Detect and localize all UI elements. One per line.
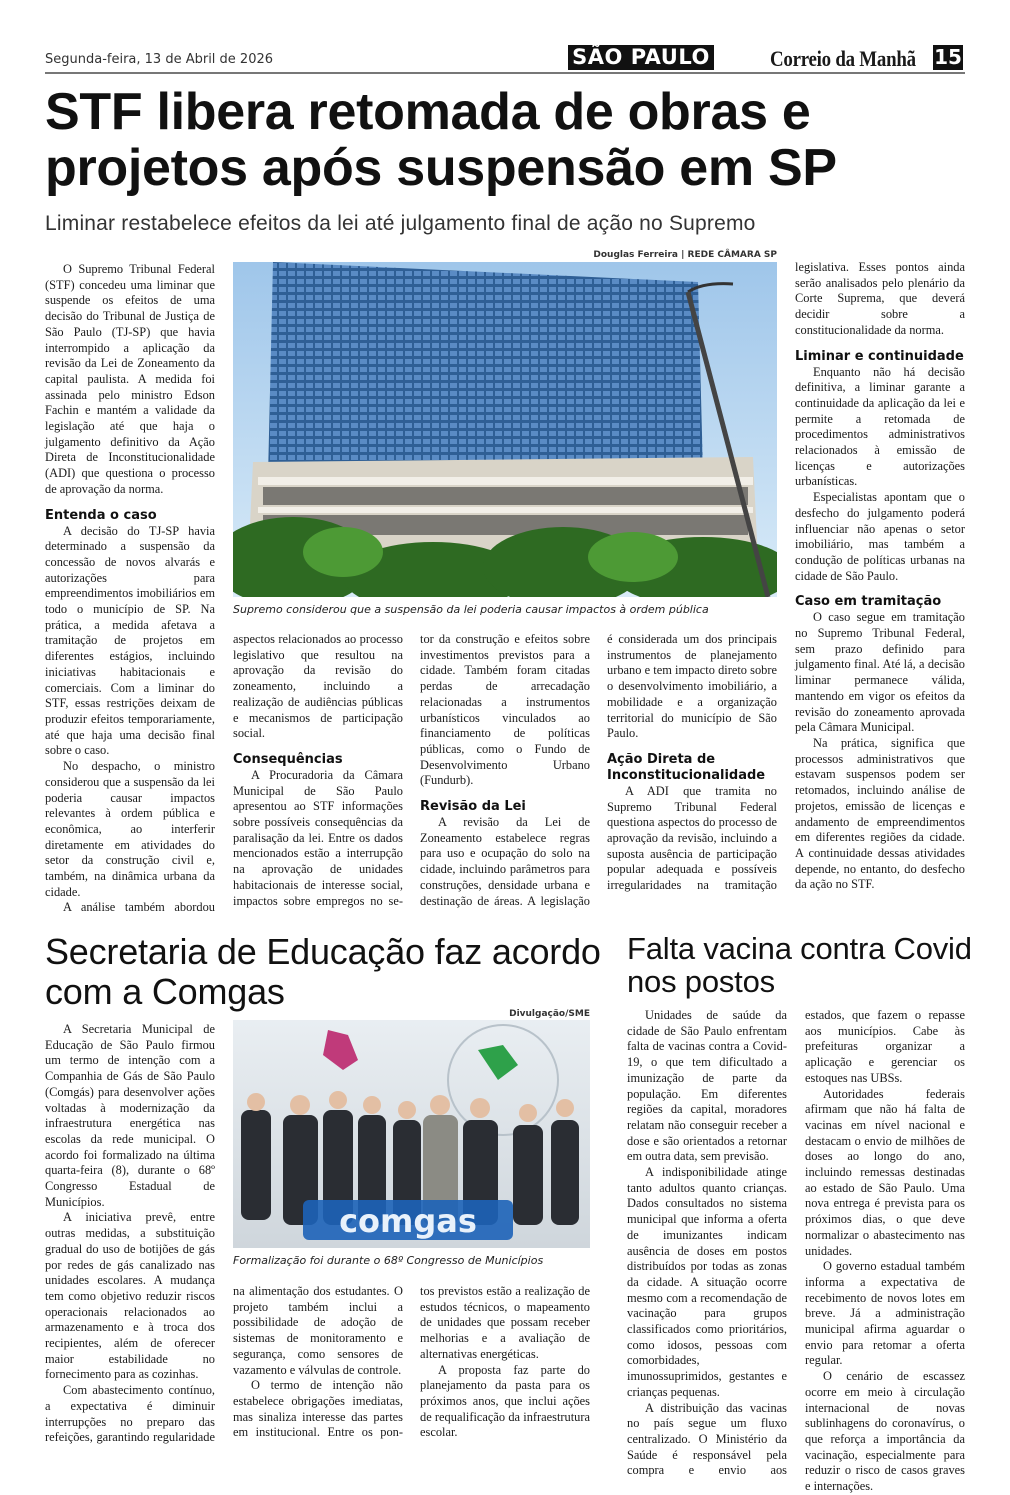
paragraph: A distribuição das vacinas no país segue um fluxo centralizado. O Ministério da Saúde é responsável pela compra e envio aos [627,1400,787,1478]
paragraph: A iniciativa prevê, entre outras medidas, a substituição gradual do uso de botijões de gás por redes de gás canalizado nas unidades escolares. A mudança tem como objetivo reduzir riscos operacionais relacionados ao armazenamento e à troca dos recipientes, além de oferecer maior estabilidade no fornecimento para as cozinhas. [45,1210,215,1382]
article1-headline: STF libera retomada de obras e projetos após suspensão em SP [45,83,837,197]
paragraph: Autoridades federais afirmam que não há falta de vacinas em nível nacional e destacam o envio de milhões de doses ao longo do ano, incluindo remessas destinadas ao estado de São Paulo. Uma nova entrega é prevista para os próximos dias, o que deve normalizar o abastecimento nas unidades. [805,1086,965,1258]
article3-headline: Falta vacina contra Covid nos postos [627,931,972,999]
paragraph: Especialistas apontam que o desfecho do julgamento poderá influenciar não apenas o setor imobiliário, mas também a condução de políticas urbanas na cidade de São Paulo. [795,490,965,583]
subheading: Liminar e continuidade [795,348,964,364]
photo-credit: Divulgação/SME [509,1009,590,1019]
paragraph: tos previstos estão a realização de estudos técnicos, o mapeamento de unidades que possam receber melhorias e a avaliação de alternativas energéticas. [420,1284,590,1361]
paragraph: No despacho, o ministro considerou que a suspensão da lei poderia causar impactos relevantes à ordem pública e econômica, ao interferir diretamente em atividades do setor da construção civil e, também, na dinâmica urbana da cidade. [45,759,215,899]
paragraph: A proposta faz parte do planejamento da pasta para os próximos anos, que inclui ações de requalificação da infraestrutura escolar. [420,1362,590,1440]
photo-caption: Supremo considerou que a suspensão da lei poderia causar impactos à ordem pública [233,603,709,616]
comgas-event-photo [233,1020,590,1248]
paragraph: Enquanto não há decisão definitiva, a liminar garante a continuidade da aplicação da lei e permite a retomada de procedimentos administrativos relacionados à emissão de licenças e autorizações urbanísticas. [795,364,965,489]
building-photo [233,262,777,597]
paragraph: O caso segue em tramitação no Supremo Tribunal Federal, sem prazo definido para julgamento final. Até lá, a decisão liminar permanece válida, mantendo em vigor os efeitos da revisão do zoneamento aprovada pela Câmara Municipal. [795,610,965,735]
paragraph: A análise também abordou [63,900,215,915]
article2-column-1 [45,1022,215,1446]
photo-caption: Formalização foi durante o 68º Congresso de Municípios [233,1254,544,1267]
paragraph: estados, que fazem o repasse aos municípios. Cabe às prefeituras organizar a aplicação e gerenciar os estoques nas UBSs. [805,1008,965,1085]
article1-column-1 [45,262,215,916]
paragraph: é considerada um dos principais instrumentos de planejamento urbano e tem impacto direto sobre o desenvolvimento imobiliário, a mobilidade e a organização territorial do município de São Paulo. [607,632,777,741]
paragraph: tor da construção e efeitos sobre investimentos previstos para a cidade. Também foram citadas perdas de arrecadação relacionadas a instrumentos urbanísticos vinculados ao financiamento de políticas públicas, como o Fundo de Desenvolvimento Urbano (Fundurb). [420,632,590,788]
paragraph: aspectos relacionados ao processo legislativo que resultou na aprovação da revisão do zoneamento, incluindo a realização de audiências públicas e mecanismos de participação social. [233,632,403,741]
paragraph: O cenário de escassez ocorre em meio à circulação internacional de novas sublinhagens do coronavírus, o que reforça a importância da vacinação, especialmente para reduzir o risco de casos graves e internações. [805,1369,965,1494]
paragraph: A indisponibilidade atinge tanto adultos quanto crianças. Dados consultados no sistema municipal que informa a oferta de imunizantes indicam ausência de doses em postos distribuídos por todas as zonas da cidade. A situação ocorre mesmo com a recomendação de vacinação para grupos classificados como prioritários, como idosos, pessoas com comorbidades, imunossuprimidos, gestantes e crianças pequenas. [627,1165,787,1399]
paragraph: na alimentação dos estudantes. O projeto também inclui a possibilidade de adoção de sistemas de monitoramento e segurança, como sensores de vazamento e válvulas de controle. [233,1284,403,1377]
subheading: Consequências [233,751,343,767]
subheading: Caso em tramitação [795,594,942,610]
paragraph: A Secretaria Municipal de Educação de São Paulo firmou um termo de intenção com a Companhia de Gás de São Paulo (Comgás) para desenvolver ações voltadas à modernização da infraestrutura energética nas escolas da rede municipal. O acordo foi formalizado na última quarta-feira (8), durante o 68º Congresso Estadual de Municípios. [45,1022,215,1209]
paragraph: O governo estadual também informa a expectativa de recebimento de novos lotes em breve. Já a administração municipal afirma aguardar o envio para retomar a oferta regular. [805,1259,965,1368]
subheading: Entenda o caso [45,507,157,523]
article1-column-3 [420,632,590,909]
subheading: Ação Direta de Inconstitucionalidade [607,751,766,783]
article3-column-1 [627,1008,787,1479]
article2-column-3 [420,1284,590,1441]
paragraph: Unidades de saúde da cidade de São Paulo enfrentam falta de vacinas contra a Covid-19, o que tem dificultado a imunização de parte da população. Em diferentes regiões da capital, moradores relatam não conseguir receber a dose e são orientados a retornar em outra data, sem previsão. [627,1008,787,1164]
paragraph: Com abastecimento contínuo, a expectativa é diminuir interrupções no preparo das refeições, garantindo regularidade [45,1383,215,1445]
article2-column-2 [233,1284,403,1441]
paragraph: A ADI que tramita no Supremo Tribunal Federal questiona aspectos do processo de aprovação da revisão, incluindo a suposta ausência de participação popular adequada e possíveis irregularidades na tramitação [607,783,777,893]
issue-date: Segunda-feira, 13 de Abril de 2026 [45,52,274,67]
paragraph: Na prática, significa que processos administrativos que estavam suspensos podem ser retomados, incluindo análise de projetos, emissão de licenças e andamento de empreendimentos em diferentes regiões da cidade. A continuidade dessas atividades depende, no entanto, do desfecho da ação no STF. [795,735,965,892]
article1-column-5 [795,260,965,893]
photo-credit: Douglas Ferreira | REDE CÂMARA SP [593,250,777,260]
newspaper-name: Correio da Manhã [770,46,916,71]
paragraph: legislativa. Esses pontos ainda serão analisados pelo plenário da Corte Suprema, que deverá decidir sobre a constitucionalidade da norma. [795,260,965,337]
article1-column-2 [233,632,403,909]
section-label: SÃO PAULO [568,45,714,70]
paragraph: A Procuradoria da Câmara Municipal de São Paulo apresentou ao STF informações sobre possíveis consequências da paralisação da lei. Entre os dados mencionados estão a interrupção na aprovação de unidades habitacionais de interesse social, impactos sobre empregos no se- [233,767,403,908]
page-number: 15 [934,45,962,69]
paragraph: O Supremo Tribunal Federal (STF) concedeu uma liminar que suspende os efeitos de uma decisão do Tribunal de Justiça de São Paulo (TJ-SP) que havia interrompido a aplicação da revisão da Lei de Zoneamento da capital paulista. A medida foi assinada pelo ministro Edson Fachin e mantém a validade da legislação até que haja o julgamento definitivo da Ação Direta de Inconstitucionalidade (ADI) que questiona o processo de aprovação da norma. [45,262,215,496]
header-rule [45,72,965,74]
comgas-logo: comgas [339,1202,477,1240]
article3-column-2 [805,1008,965,1495]
paragraph: A revisão da Lei de Zoneamento estabelece regras para uso e ocupação do solo na cidade, incluindo parâmetros para construções, densidade urbana e destinação de áreas. A legislação [420,815,590,908]
paragraph: A decisão do TJ-SP havia determinado a suspensão da concessão de novos alvarás e autorizações para empreendimentos imobiliários em todo o município de SP. Na prática, a medida afetava a tramitação de projetos em diferentes estágios, incluindo iniciativas habitacionais e comerciais. Com a liminar do STF, essas restrições deixam de produzir efeitos temporariamente, até que haja uma decisão final sobre o caso. [45,523,215,758]
article1-subtitle: Liminar restabelece efeitos da lei até julgamento final de ação no Supremo [45,212,756,235]
article2-headline: Secretaria de Educação faz acordo com a Comgas [45,931,601,1012]
article1-column-4 [607,632,777,894]
subheading: Revisão da Lei [420,799,526,815]
paragraph: O termo de intenção não estabelece obrigações imediatas, mas sinaliza interesse das partes em institucional. Entre os pon- [233,1378,403,1440]
